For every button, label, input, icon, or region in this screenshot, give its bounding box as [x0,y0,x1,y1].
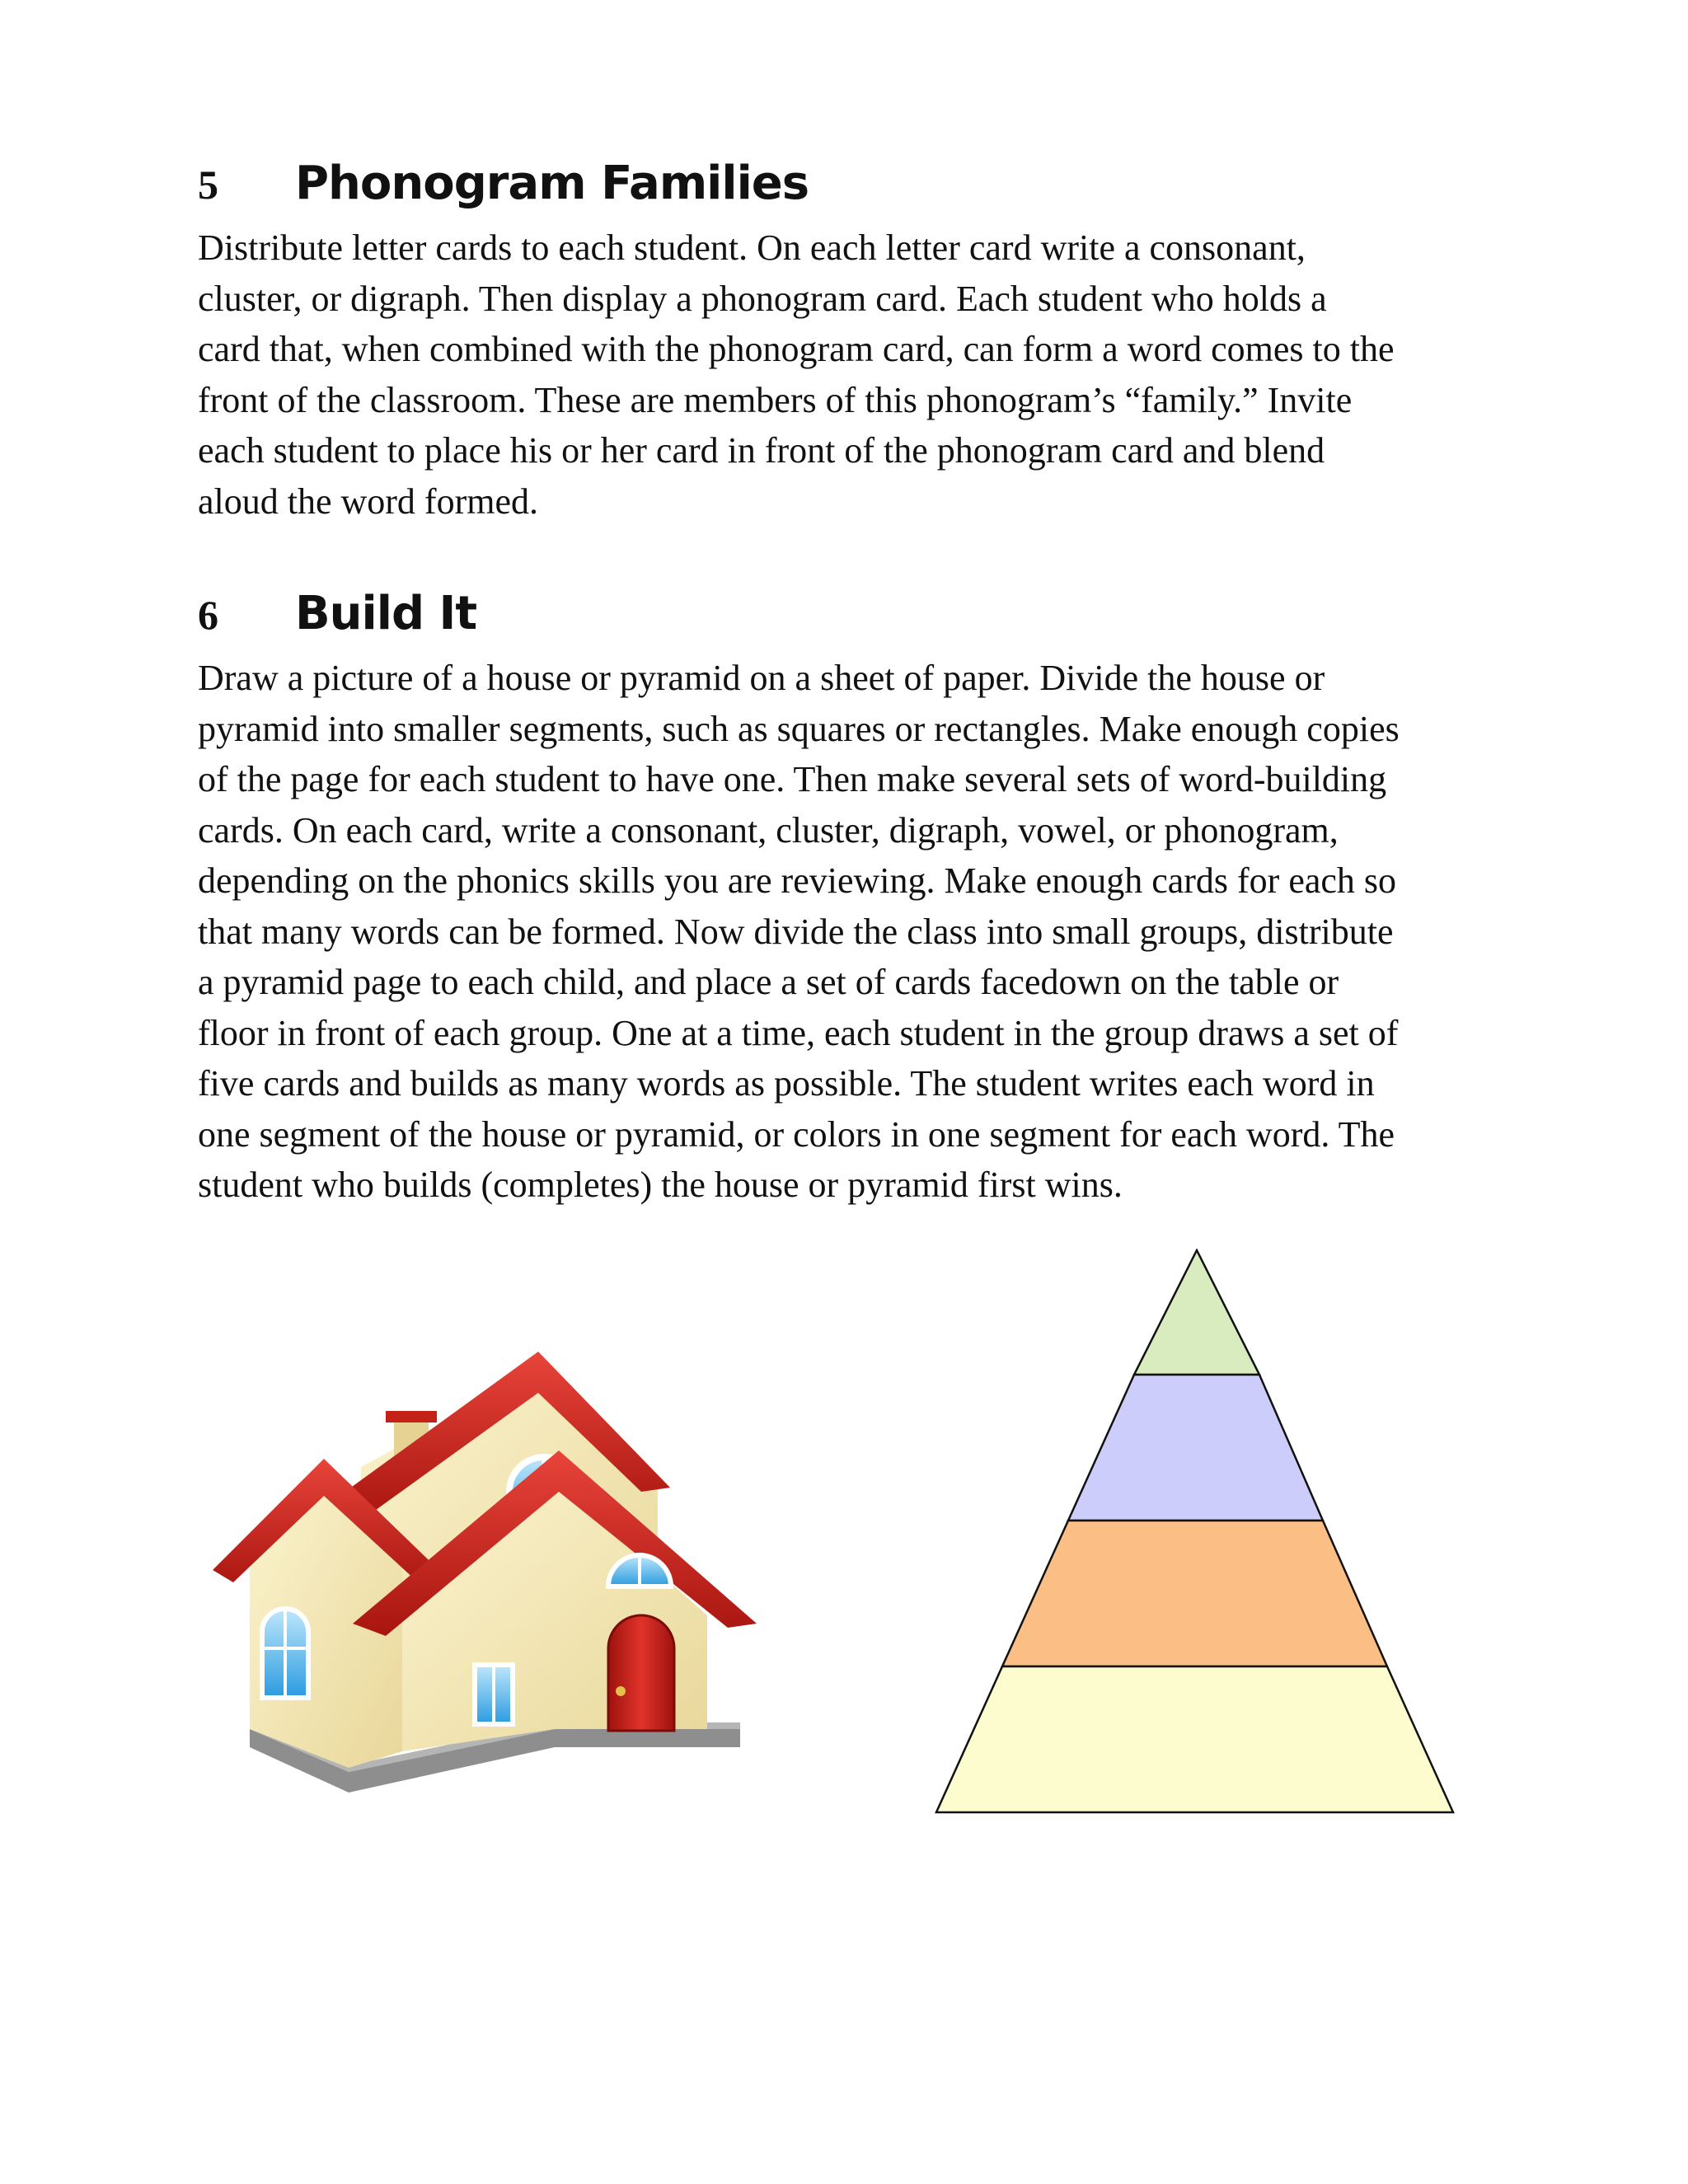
section-phonogram-families [198,157,1517,527]
pyramid-tier-4 [936,1666,1453,1812]
section-heading [198,157,1517,223]
chimney-cap [386,1411,437,1422]
pyramid-illustration [931,1249,1492,1825]
body-line: Draw a picture of a house or pyramid on a sheet of paper. Divide the house or [198,658,1325,698]
body-line: aloud the word formed. [198,480,538,522]
section-number: 6 [198,592,218,638]
body-line: depending on the phonics skills you are reviewing. Make enough cards for each so [198,860,1397,901]
body-line: floor in front of each group. One at a time, each student in the group draws a set of [198,1012,1399,1053]
body-line: of the page for each student to have one. Then make several sets of word-building [198,759,1387,799]
pyramid-tier-1 [1134,1250,1259,1375]
section-title: Phonogram Families [295,157,809,210]
body-line: cards. On each card, write a consonant, cluster, digraph, vowel, or phonogram, [198,809,1339,851]
section-title: Build It [295,587,477,640]
section-body [198,653,1517,1211]
section-number: 5 [198,162,218,208]
body-line: a pyramid page to each child, and place a set of cards facedown on the table or [198,962,1339,1002]
pyramid-tier-2 [1068,1375,1323,1521]
house-illustration [213,1335,790,1830]
section-body [198,223,1517,527]
door-icon [608,1615,674,1731]
body-line: front of the classroom. These are members of this phonogram’s “family.” Invite [198,379,1353,420]
pyramid-tier-3 [1002,1521,1387,1666]
section-heading [198,587,1517,653]
body-line: five cards and builds as many words as possible. The student writes each word in [198,1063,1375,1104]
body-line: Distribute letter cards to each student. On each letter card write a consonant, [198,227,1306,268]
body-line: that many words can be formed. Now divide the class into small groups, distribute [198,911,1394,952]
section-build-it [198,587,1517,1211]
body-line: pyramid into smaller segments, such as squares or rectangles. Make enough copies [198,708,1400,749]
body-line: student who builds (completes) the house or pyramid first wins. [198,1165,1123,1205]
body-line: cluster, or digraph. Then display a phonogram card. Each student who holds a [198,278,1327,319]
door-knob [616,1686,626,1696]
body-line: one segment of the house or pyramid, or colors in one segment for each word. The [198,1113,1395,1155]
body-line: each student to place his or her card in front of the phonogram card and blend [198,430,1325,471]
body-line: card that, when combined with the phonogram card, can form a word comes to the [198,329,1395,369]
